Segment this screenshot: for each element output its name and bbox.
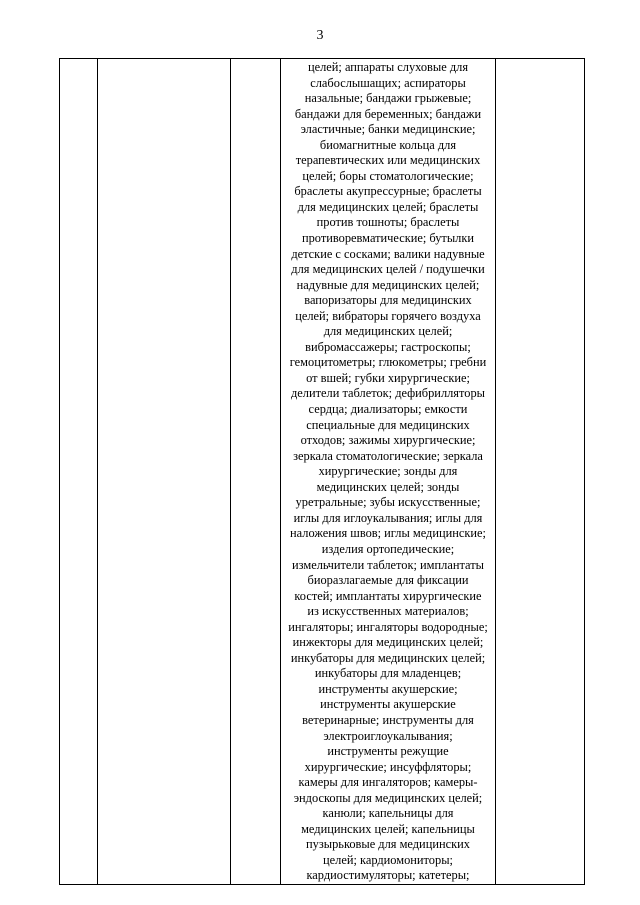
goods-list-line: ветеринарные; инструменты для xyxy=(302,712,474,727)
goods-list-line: вибромассажеры; гастроскопы; xyxy=(305,339,471,354)
table-cell-number xyxy=(60,59,98,885)
table-cell-name xyxy=(98,59,231,885)
goods-list-line: камеры для ингаляторов; камеры- xyxy=(298,775,478,790)
goods-list-line: целей; боры стоматологические; xyxy=(302,168,474,183)
goods-list-line: детские с сосками; валики надувные xyxy=(291,246,485,261)
table-cell-class xyxy=(231,59,281,885)
goods-list-line: сердца; диализаторы; емкости xyxy=(308,402,468,417)
goods-list-line: эндоскопы для медицинских целей; xyxy=(293,790,483,805)
goods-list-line: противоревматические; бутылки xyxy=(301,231,474,246)
goods-list-line: для медицинских целей; xyxy=(323,324,453,339)
table-cell-goods-list xyxy=(281,59,496,885)
goods-list-line: канюли; капельницы для xyxy=(322,806,454,821)
goods-table xyxy=(59,58,585,885)
goods-list-line: кардиостимуляторы; катетеры; xyxy=(306,868,470,883)
goods-list-line: вапоризаторы для медицинских xyxy=(304,293,472,308)
goods-list-line: хирургические; зонды для xyxy=(318,464,458,479)
goods-list-line: бандажи для беременных; бандажи xyxy=(294,106,482,121)
goods-list-text xyxy=(281,59,495,884)
goods-list-line: отходов; зажимы хирургические; xyxy=(300,433,476,448)
goods-list-line: изделия ортопедические; xyxy=(321,541,455,556)
goods-list-line: костей; имплантаты хирургические xyxy=(294,588,482,603)
goods-list-line: ингаляторы; ингаляторы водородные; xyxy=(288,619,488,634)
goods-list-line: специальные для медицинских xyxy=(306,417,470,432)
goods-list-line: слабослышащих; аспираторы xyxy=(310,75,466,90)
goods-list-line: от вшей; губки хирургические; xyxy=(306,370,470,385)
goods-list-line: инструменты режущие xyxy=(327,744,449,759)
page-number: 3 xyxy=(316,28,324,43)
goods-list-line: браслеты акупрессурные; браслеты xyxy=(294,184,482,199)
goods-list-line: зеркала стоматологические; зеркала xyxy=(293,448,483,463)
goods-list-line: медицинских целей; капельницы xyxy=(301,821,475,836)
goods-list-line: медицинских целей; зонды xyxy=(316,479,460,494)
goods-list-line: назальные; бандажи грыжевые; xyxy=(304,91,472,106)
goods-list-line: измельчители таблеток; имплантаты xyxy=(292,557,484,572)
goods-list-line: хирургические; инсуффляторы; xyxy=(304,759,472,774)
goods-list-line: инструменты акушерские xyxy=(320,697,456,712)
goods-list-line: целей; вибраторы горячего воздуха xyxy=(295,308,481,323)
goods-list-line: для медицинских целей; браслеты xyxy=(297,199,479,214)
table-cell-notes xyxy=(496,59,585,885)
goods-list-line: терапевтических или медицинских xyxy=(295,153,481,168)
goods-list-line: целей; кардиомониторы; xyxy=(323,852,453,867)
goods-list-line: для медицинских целей / подушечки xyxy=(291,262,485,277)
goods-list-line: инструменты акушерские; xyxy=(318,681,458,696)
goods-list-line: электроиглоукалывания; xyxy=(323,728,453,743)
goods-list-line: эластичные; банки медицинские; xyxy=(300,122,476,137)
goods-list-line: инкубаторы для младенцев; xyxy=(314,666,462,681)
goods-list-line: биоразлагаемые для фиксации xyxy=(307,573,469,588)
goods-list-line: инкубаторы для медицинских целей; xyxy=(290,650,486,665)
goods-list-line: делители таблеток; дефибрилляторы xyxy=(291,386,485,401)
goods-list-line: целей; аппараты слуховые для xyxy=(307,60,469,74)
goods-list-line: биомагнитные кольца для xyxy=(319,137,457,152)
table-row xyxy=(60,59,585,885)
goods-list-line: иглы для иглоукалывания; иглы для xyxy=(293,510,483,525)
goods-list-line: гемоцитометры; глюкометры; гребни xyxy=(289,355,487,370)
goods-list-line: наложения швов; иглы медицинские; xyxy=(290,526,486,541)
goods-list-line: пузырьковые для медицинских xyxy=(306,837,470,852)
goods-list-line: инжекторы для медицинских целей; xyxy=(292,635,484,650)
goods-list-line: против тошноты; браслеты xyxy=(316,215,460,230)
goods-list-line: из искусственных материалов; xyxy=(307,604,469,619)
goods-list-line: надувные для медицинских целей; xyxy=(296,277,480,292)
goods-list-line: уретральные; зубы искусственные; xyxy=(295,495,481,510)
